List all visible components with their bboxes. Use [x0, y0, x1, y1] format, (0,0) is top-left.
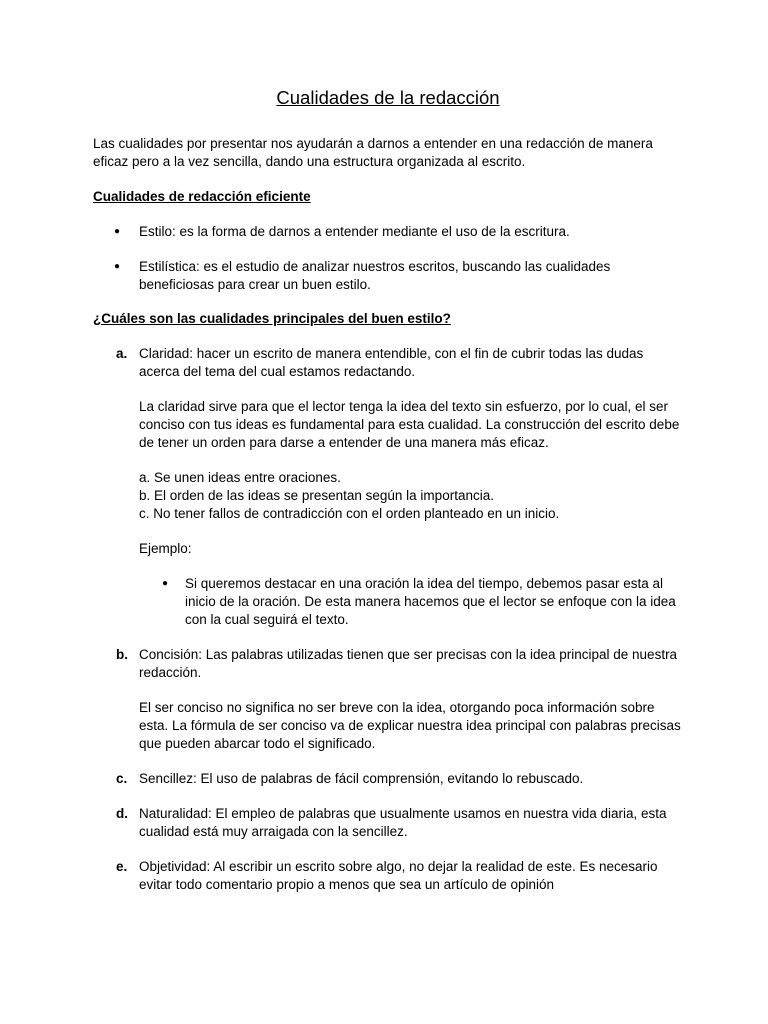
- bullet-text: Estilo: es la forma de darnos a entender mediante el uso de la escritura.: [139, 224, 570, 239]
- sublist-line: a. Se unen ideas entre oraciones.: [139, 470, 341, 485]
- concision-explanation: El ser conciso no significa no ser breve con la idea, otorgando poca información sobre esta. La fórmula de ser conciso va de explicar nuestra idea principal con palabras precisas que pueden abarcar todo el significado.: [139, 700, 681, 751]
- sublist-line: c. No tener fallos de contradicción con el orden planteado en un inicio.: [139, 506, 560, 521]
- bullet-text: Estilística: es el estudio de analizar nuestros escritos, buscando las cualidades beneficiosas para crear un buen estilo.: [139, 259, 611, 292]
- bullet-dot-icon: ●: [162, 578, 169, 589]
- section-heading-redaccion-eficiente: Cualidades de redacción eficiente: [93, 189, 311, 204]
- list-item-objetividad: [93, 858, 683, 894]
- claridad-explanation: La claridad sirve para que el lector tenga la idea del texto sin esfuerzo, por lo cual, el ser conciso con tus ideas es fundamental para esta cualidad. La construcción del escrito debe de tener un orden para darse a entender de una manera más eficaz.: [139, 399, 680, 450]
- bullet-item-estilo: [93, 223, 683, 241]
- document-page: [93, 86, 683, 911]
- example-label: Ejemplo:: [139, 541, 192, 556]
- example-bullet: [139, 575, 683, 629]
- list-letter: b.: [116, 647, 128, 662]
- list-item-naturalidad: [93, 805, 683, 841]
- naturalidad-definition: Naturalidad: El empleo de palabras que usualmente usamos en nuestra vida diaria, esta cualidad está muy arraigada con la sencillez.: [139, 806, 667, 839]
- list-letter: a.: [116, 346, 128, 361]
- list-item-concision: [93, 646, 683, 753]
- bullet-item-estilistica: [93, 258, 683, 294]
- bullet-dot-icon: ●: [114, 261, 121, 272]
- sublist-line: b. El orden de las ideas se presentan según la importancia.: [139, 488, 494, 503]
- objetividad-definition: Objetividad: Al escribir un escrito sobre algo, no dejar la realidad de este. Es necesario evitar todo comentario propio a menos que sea un artículo de opinión: [139, 859, 658, 892]
- example-text: Si queremos destacar en una oración la idea del tiempo, debemos pasar esta al inicio de la oración. De esta manera hacemos que el lector se enfoque con la idea con la cual seguirá el texto.: [185, 576, 676, 627]
- list-item-sencillez: [93, 770, 683, 788]
- list-letter: d.: [116, 806, 128, 821]
- bullet-dot-icon: ●: [114, 226, 121, 237]
- section-heading-cualidades-principales: ¿Cuáles son las cualidades principales del buen estilo?: [93, 311, 451, 326]
- sencillez-definition: Sencillez: El uso de palabras de fácil comprensión, evitando lo rebuscado.: [139, 771, 584, 786]
- concision-definition: Concisión: Las palabras utilizadas tienen que ser precisas con la idea principal de nuestra redacción.: [139, 647, 678, 680]
- claridad-definition: Claridad: hacer un escrito de manera entendible, con el fin de cubrir todas las dudas acerca del tema del cual estamos redactando.: [139, 346, 644, 379]
- list-letter: c.: [116, 771, 128, 786]
- claridad-sublist: [139, 469, 683, 523]
- intro-paragraph: Las cualidades por presentar nos ayudarán a darnos a entender en una redacción de manera eficaz pero a la vez sencilla, dando una estructura organizada al escrito.: [93, 136, 653, 169]
- list-letter: e.: [116, 859, 128, 874]
- list-item-claridad: [93, 345, 683, 629]
- document-title: Cualidades de la redacción: [276, 87, 500, 108]
